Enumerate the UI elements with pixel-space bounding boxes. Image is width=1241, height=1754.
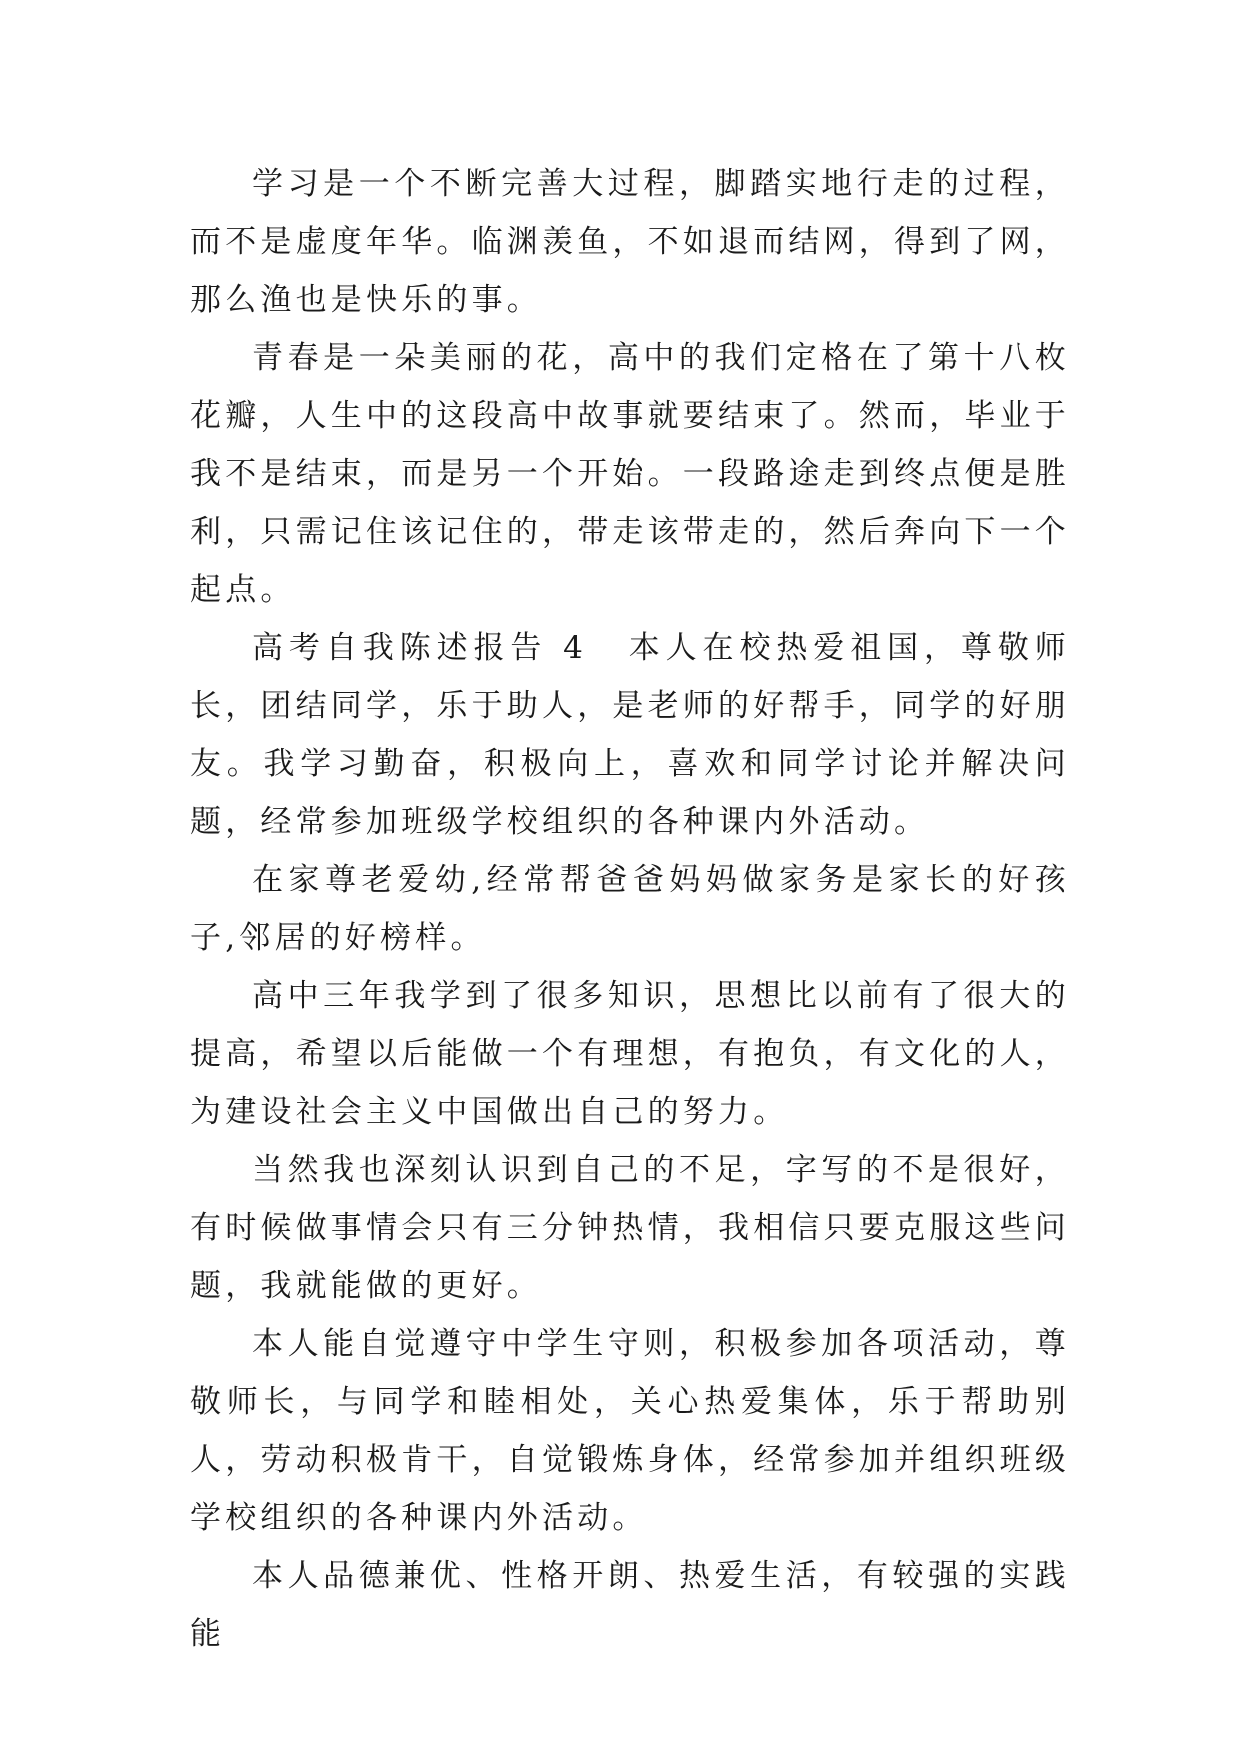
paragraph-three-years: 高中三年我学到了很多知识，思想比以前有了很大的提高，希望以后能做一个有理想，有抱负，有文化的人，为建设社会主义中国做出自己的努力。 [190, 978, 1070, 1130]
paragraph-report-4 [190, 619, 1070, 851]
paragraph-character: 本人品德兼优、性格开朗、热爱生活，有较强的实践能 [190, 1558, 1070, 1652]
paragraph-shortcomings: 当然我也深刻认识到自己的不足，字写的不是很好，有时候做事情会只有三分钟热情，我相信只要克服这些问题，我就能做的更好。 [190, 1152, 1070, 1304]
paragraph-home: 在家尊老爱幼,经常帮爸爸妈妈做家务是家长的好孩子,邻居的好榜样。 [190, 862, 1070, 956]
paragraph-rules: 本人能自觉遵守中学生守则，积极参加各项活动，尊敬师长，与同学和睦相处，关心热爱集体，乐于帮助别人，劳动积极肯干，自觉锻炼身体，经常参加并组织班级学校组织的各种课内外活动。 [190, 1326, 1070, 1536]
paragraph-youth: 青春是一朵美丽的花，高中的我们定格在了第十八枚花瓣，人生中的这段高中故事就要结束了。然而，毕业于我不是结束，而是另一个开始。一段路途走到终点便是胜利，只需记住该记住的，带走该带走的，然后奔向下一个起点。 [190, 340, 1070, 608]
report-heading: 高考自我陈述报告 4 [252, 630, 588, 666]
document-page [190, 155, 1070, 1663]
paragraph-learning: 学习是一个不断完善大过程，脚踏实地行走的过程，而不是虚度年华。临渊羡鱼，不如退而结网，得到了网，那么渔也是快乐的事。 [190, 166, 1070, 318]
report-first-paragraph: 本人在校热爱祖国，尊敬师长，团结同学，乐于助人，是老师的好帮手，同学的好朋友。我学习勤奋，积极向上，喜欢和同学讨论并解决问题，经常参加班级学校组织的各种课内外活动。 [190, 630, 1070, 840]
